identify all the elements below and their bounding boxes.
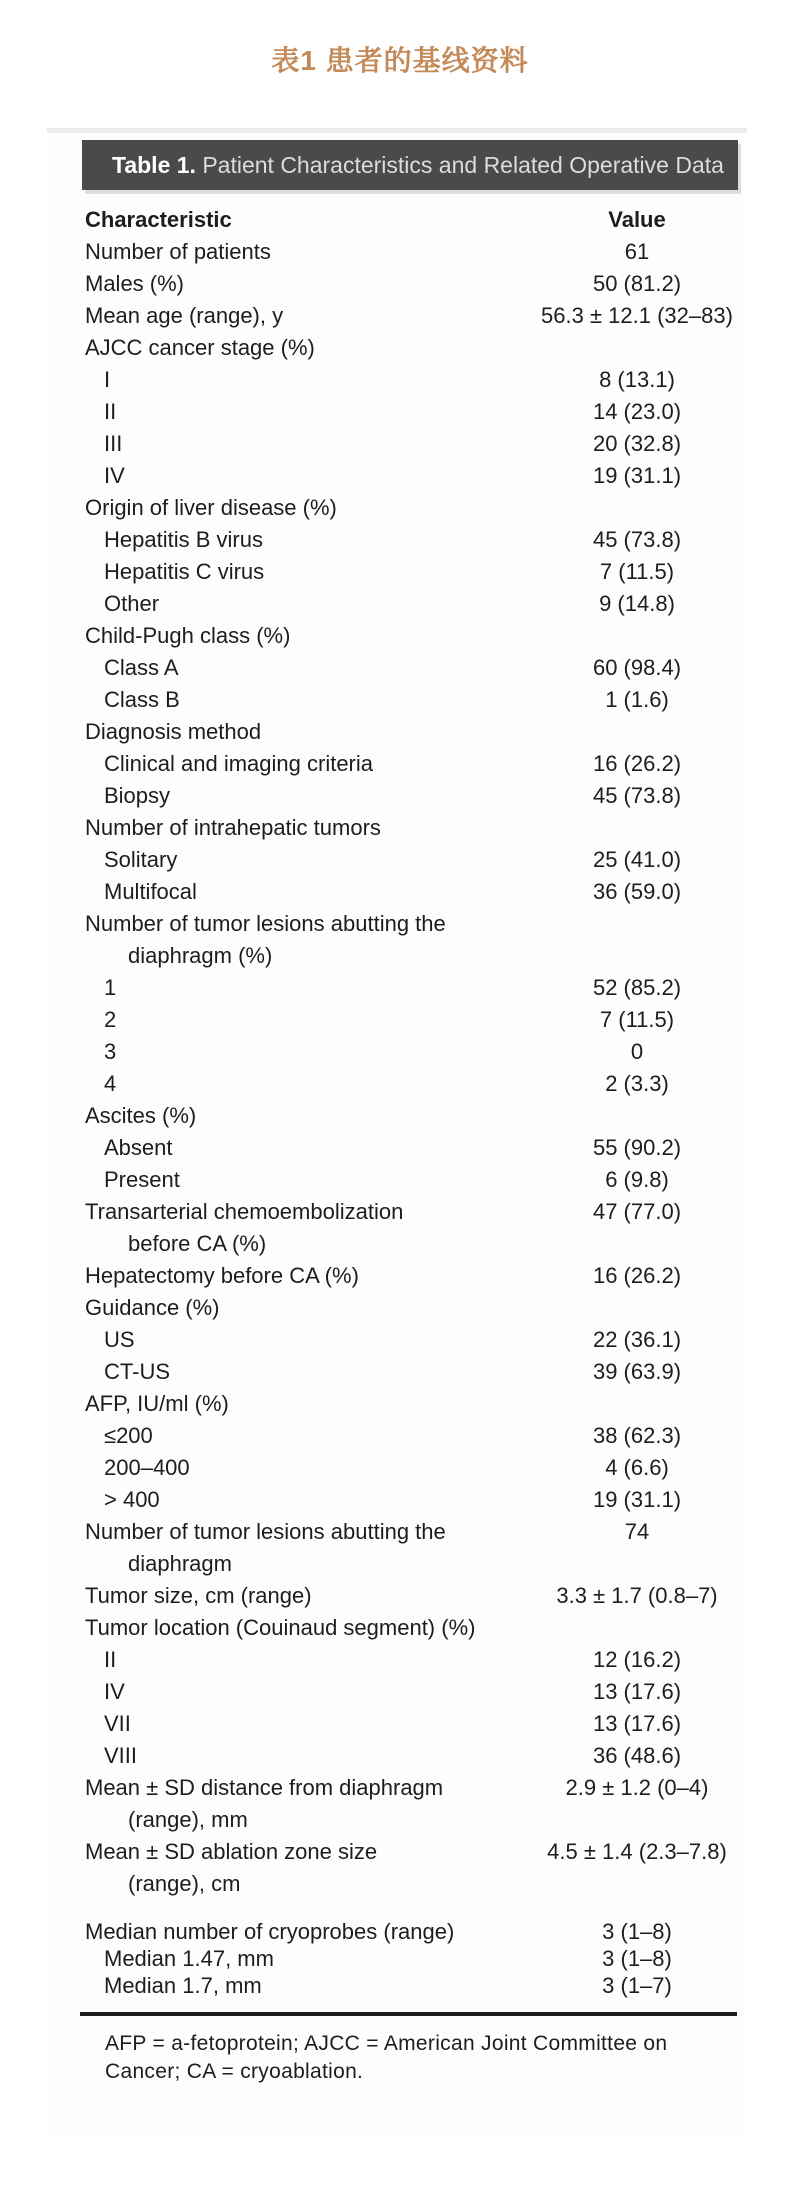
footnote-line-1: AFP = a-fetoprotein; AJCC = American Joint Committee on (105, 2032, 668, 2055)
row-label (47, 1740, 527, 1772)
row-label (47, 524, 527, 556)
row-label (47, 428, 527, 460)
table-row (47, 1972, 747, 1999)
column-header-row (47, 190, 747, 236)
table-row (47, 780, 747, 812)
row-label-line1: Class B (104, 687, 180, 712)
table-bottom-rows (47, 1918, 747, 1999)
table-rows (47, 236, 747, 1900)
row-value: 16 (26.2) (592, 751, 682, 776)
row-label (47, 1100, 527, 1132)
row-value: 22 (36.1) (592, 1327, 682, 1352)
table-row (47, 1772, 747, 1836)
row-label (47, 1324, 527, 1356)
table-row (47, 1356, 747, 1388)
row-label-line1: Origin of liver disease (%) (85, 495, 337, 520)
row-value: 45 (73.8) (592, 783, 682, 808)
row-label (47, 1945, 527, 1972)
table-row (47, 844, 747, 876)
row-label-line1: Number of patients (85, 239, 271, 264)
table-row (47, 588, 747, 620)
row-label-line1: Hepatectomy before CA (%) (85, 1263, 359, 1288)
row-value: 19 (31.1) (592, 1487, 682, 1512)
row-label-line1: 3 (104, 1039, 117, 1064)
row-value: 2.9 ± 1.2 (0–4) (565, 1775, 709, 1800)
row-label-line1: II (104, 399, 117, 424)
row-value: 25 (41.0) (592, 847, 682, 872)
table-row (47, 812, 747, 844)
row-label-line1: Mean ± SD ablation zone size (85, 1839, 378, 1864)
row-label-line1: Absent (104, 1135, 173, 1160)
table-row (47, 428, 747, 460)
table-row (47, 332, 747, 364)
row-label (47, 1068, 527, 1100)
row-value: 38 (62.3) (592, 1423, 682, 1448)
row-value: 4 (6.6) (605, 1455, 669, 1480)
row-label-line2: before CA (%) (128, 1231, 267, 1256)
row-value: 3 (1–7) (602, 1973, 672, 1998)
row-value: 74 (624, 1519, 650, 1544)
row-label (47, 1356, 527, 1388)
row-label-line1: AJCC cancer stage (%) (85, 335, 315, 360)
row-label-line1: Number of tumor lesions abutting the (85, 1519, 446, 1544)
row-label (47, 716, 527, 748)
row-value: 3 (1–8) (602, 1919, 672, 1944)
row-label (47, 1918, 527, 1945)
row-label-line1: Tumor size, cm (range) (85, 1583, 312, 1608)
row-label-line1: Mean age (range), y (85, 303, 284, 328)
table-row (47, 1452, 747, 1484)
table-row (47, 1612, 747, 1644)
table-row (47, 1644, 747, 1676)
row-label-line1: Other (104, 591, 160, 616)
table-row (47, 300, 747, 332)
row-label-line1: Median 1.47, mm (104, 1946, 274, 1971)
table-row (47, 492, 747, 524)
footnote-line-2: Cancer; CA = cryoablation. (105, 2060, 364, 2083)
table-row (47, 396, 747, 428)
row-value: 14 (23.0) (592, 399, 682, 424)
table-number-label: Table 1. (112, 152, 196, 178)
table-row (47, 1068, 747, 1100)
row-label (47, 556, 527, 588)
table-row (47, 1484, 747, 1516)
table-row (47, 1516, 747, 1580)
row-label-line1: VIII (104, 1743, 138, 1768)
row-value: 56.3 ± 12.1 (32–83) (541, 303, 733, 328)
row-label-line1: CT-US (104, 1359, 170, 1384)
row-label (47, 684, 527, 716)
row-label-line1: ≤200 (104, 1423, 153, 1448)
row-label (47, 972, 527, 1004)
table-row (47, 972, 747, 1004)
row-label (47, 876, 527, 908)
row-value: 4.5 ± 1.4 (2.3–7.8) (547, 1839, 727, 1864)
row-label (47, 1260, 527, 1292)
row-value: 50 (81.2) (592, 271, 682, 296)
row-label (47, 1132, 527, 1164)
table-row (47, 748, 747, 780)
row-label-line1: Multifocal (104, 879, 197, 904)
table-row (47, 236, 747, 268)
row-label-line1: IV (104, 1679, 125, 1704)
row-label (47, 492, 527, 524)
table-row (47, 460, 747, 492)
row-label-line1: IV (104, 463, 125, 488)
row-label-line1: US (104, 1327, 135, 1352)
row-value: 60 (98.4) (592, 655, 682, 680)
row-value: 61 (624, 239, 650, 264)
row-label-line1: Median number of cryoprobes (range) (85, 1919, 455, 1944)
row-label (47, 1420, 527, 1452)
row-label-line1: Hepatitis C virus (104, 559, 265, 584)
row-label (47, 1196, 527, 1260)
row-label (47, 780, 527, 812)
row-label (47, 1644, 527, 1676)
row-label (47, 1452, 527, 1484)
table-row (47, 1004, 747, 1036)
row-label (47, 1164, 527, 1196)
row-value: 0 (630, 1039, 644, 1064)
table-row (47, 1420, 747, 1452)
row-value: 13 (17.6) (592, 1711, 682, 1736)
row-label (47, 1612, 527, 1644)
table-row (47, 1388, 747, 1420)
table-row (47, 1100, 747, 1132)
row-label (47, 1484, 527, 1516)
row-label-line2: diaphragm (%) (128, 943, 273, 968)
table-row (47, 1164, 747, 1196)
table-row (47, 1292, 747, 1324)
row-label-line1: Solitary (104, 847, 178, 872)
row-label (47, 652, 527, 684)
row-value: 1 (1.6) (605, 687, 669, 712)
row-label (47, 908, 527, 972)
table-row (47, 1132, 747, 1164)
row-label-line1: 2 (104, 1007, 117, 1032)
row-label-line1: VII (104, 1711, 131, 1736)
row-label-line1: Diagnosis method (85, 719, 262, 744)
row-label-line1: Males (%) (85, 271, 185, 296)
row-value: 47 (77.0) (592, 1199, 682, 1224)
row-value: 2 (3.3) (605, 1071, 669, 1096)
row-label (47, 1388, 527, 1420)
row-label-line1: Number of intrahepatic tumors (85, 815, 381, 840)
row-label (47, 812, 527, 844)
row-label-line1: Ascites (%) (85, 1103, 197, 1128)
row-label (47, 300, 527, 332)
row-label (47, 460, 527, 492)
row-label (47, 748, 527, 780)
row-label (47, 1580, 527, 1612)
table-row (47, 524, 747, 556)
row-value: 36 (48.6) (592, 1743, 682, 1768)
row-label (47, 1708, 527, 1740)
table-row (47, 1918, 747, 1945)
row-label (47, 844, 527, 876)
row-value: 36 (59.0) (592, 879, 682, 904)
row-label-line1: II (104, 1647, 117, 1672)
row-label (47, 1772, 527, 1836)
row-label-line2: diaphragm (128, 1551, 232, 1576)
row-label (47, 1004, 527, 1036)
table-scan-image (47, 128, 747, 2132)
table-row (47, 908, 747, 972)
table-row (47, 1676, 747, 1708)
row-label-line1: Number of tumor lesions abutting the (85, 911, 446, 936)
table-row (47, 876, 747, 908)
table-row (47, 1196, 747, 1260)
row-label (47, 1036, 527, 1068)
scan-top-edge (47, 128, 747, 133)
table-row (47, 268, 747, 300)
row-label-line1: Present (104, 1167, 180, 1192)
row-value: 6 (9.8) (605, 1167, 669, 1192)
table-row (47, 1580, 747, 1612)
row-label-line1: Guidance (%) (85, 1295, 220, 1320)
row-label-line1: AFP, IU/ml (%) (85, 1391, 229, 1416)
row-value: 7 (11.5) (599, 1007, 675, 1032)
row-label-line1: 200–400 (104, 1455, 190, 1480)
column-header-value: Value (608, 207, 666, 232)
row-label (47, 236, 527, 268)
table-row (47, 1740, 747, 1772)
row-label (47, 268, 527, 300)
table-row (47, 1260, 747, 1292)
table-row (47, 716, 747, 748)
row-value: 45 (73.8) (592, 527, 682, 552)
row-value: 3.3 ± 1.7 (0.8–7) (556, 1583, 718, 1608)
table-row (47, 1324, 747, 1356)
row-value: 9 (14.8) (599, 591, 675, 616)
row-value: 19 (31.1) (592, 463, 682, 488)
table-row (47, 556, 747, 588)
row-label-line1: 1 (104, 975, 117, 1000)
row-label-line1: Hepatitis B virus (104, 527, 263, 552)
row-label (47, 332, 527, 364)
row-value: 3 (1–8) (602, 1946, 672, 1971)
row-label (47, 396, 527, 428)
row-label-line1: Tumor location (Couinaud segment) (%) (85, 1615, 476, 1640)
row-label-line1: Transarterial chemoembolization (85, 1199, 404, 1224)
row-label (47, 588, 527, 620)
table-row (47, 1036, 747, 1068)
row-label-line1: > 400 (104, 1487, 160, 1512)
table-row (47, 1708, 747, 1740)
table-row (47, 652, 747, 684)
row-value: 8 (13.1) (599, 367, 675, 392)
row-label-line1: 4 (104, 1071, 117, 1096)
row-label (47, 1836, 527, 1900)
row-value: 52 (85.2) (592, 975, 682, 1000)
row-label (47, 620, 527, 652)
table-row (47, 684, 747, 716)
row-label (47, 364, 527, 396)
table-title: Patient Characteristics and Related Operative Data (195, 152, 724, 178)
table-row (47, 1945, 747, 1972)
row-label-line2: (range), cm (128, 1871, 241, 1896)
table-row (47, 1836, 747, 1900)
row-label-line1: Clinical and imaging criteria (104, 751, 374, 776)
table-header-bar (82, 140, 738, 190)
row-label (47, 1516, 527, 1580)
row-value: 7 (11.5) (599, 559, 675, 584)
row-value: 55 (90.2) (592, 1135, 682, 1160)
row-value: 16 (26.2) (592, 1263, 682, 1288)
row-value: 12 (16.2) (592, 1647, 682, 1672)
row-label-line1: III (104, 431, 123, 456)
table-footnote (47, 2016, 747, 2086)
row-label-line1: Child-Pugh class (%) (85, 623, 291, 648)
row-label-line1: I (104, 367, 111, 392)
row-label-line2: (range), mm (128, 1807, 248, 1832)
row-value: 13 (17.6) (592, 1679, 682, 1704)
row-label-line1: Biopsy (104, 783, 171, 808)
row-label (47, 1292, 527, 1324)
row-label-line1: Median 1.7, mm (104, 1973, 262, 1998)
table-row (47, 364, 747, 396)
column-header-characteristic: Characteristic (85, 207, 232, 232)
row-label (47, 1972, 527, 1999)
row-label (47, 1676, 527, 1708)
table-row (47, 620, 747, 652)
row-value: 20 (32.8) (592, 431, 682, 456)
row-value: 39 (63.9) (592, 1359, 682, 1384)
row-label-line1: Class A (104, 655, 179, 680)
page-title: 表1 患者的基线资料 (271, 45, 529, 76)
row-label-line1: Mean ± SD distance from diaphragm (85, 1775, 444, 1800)
